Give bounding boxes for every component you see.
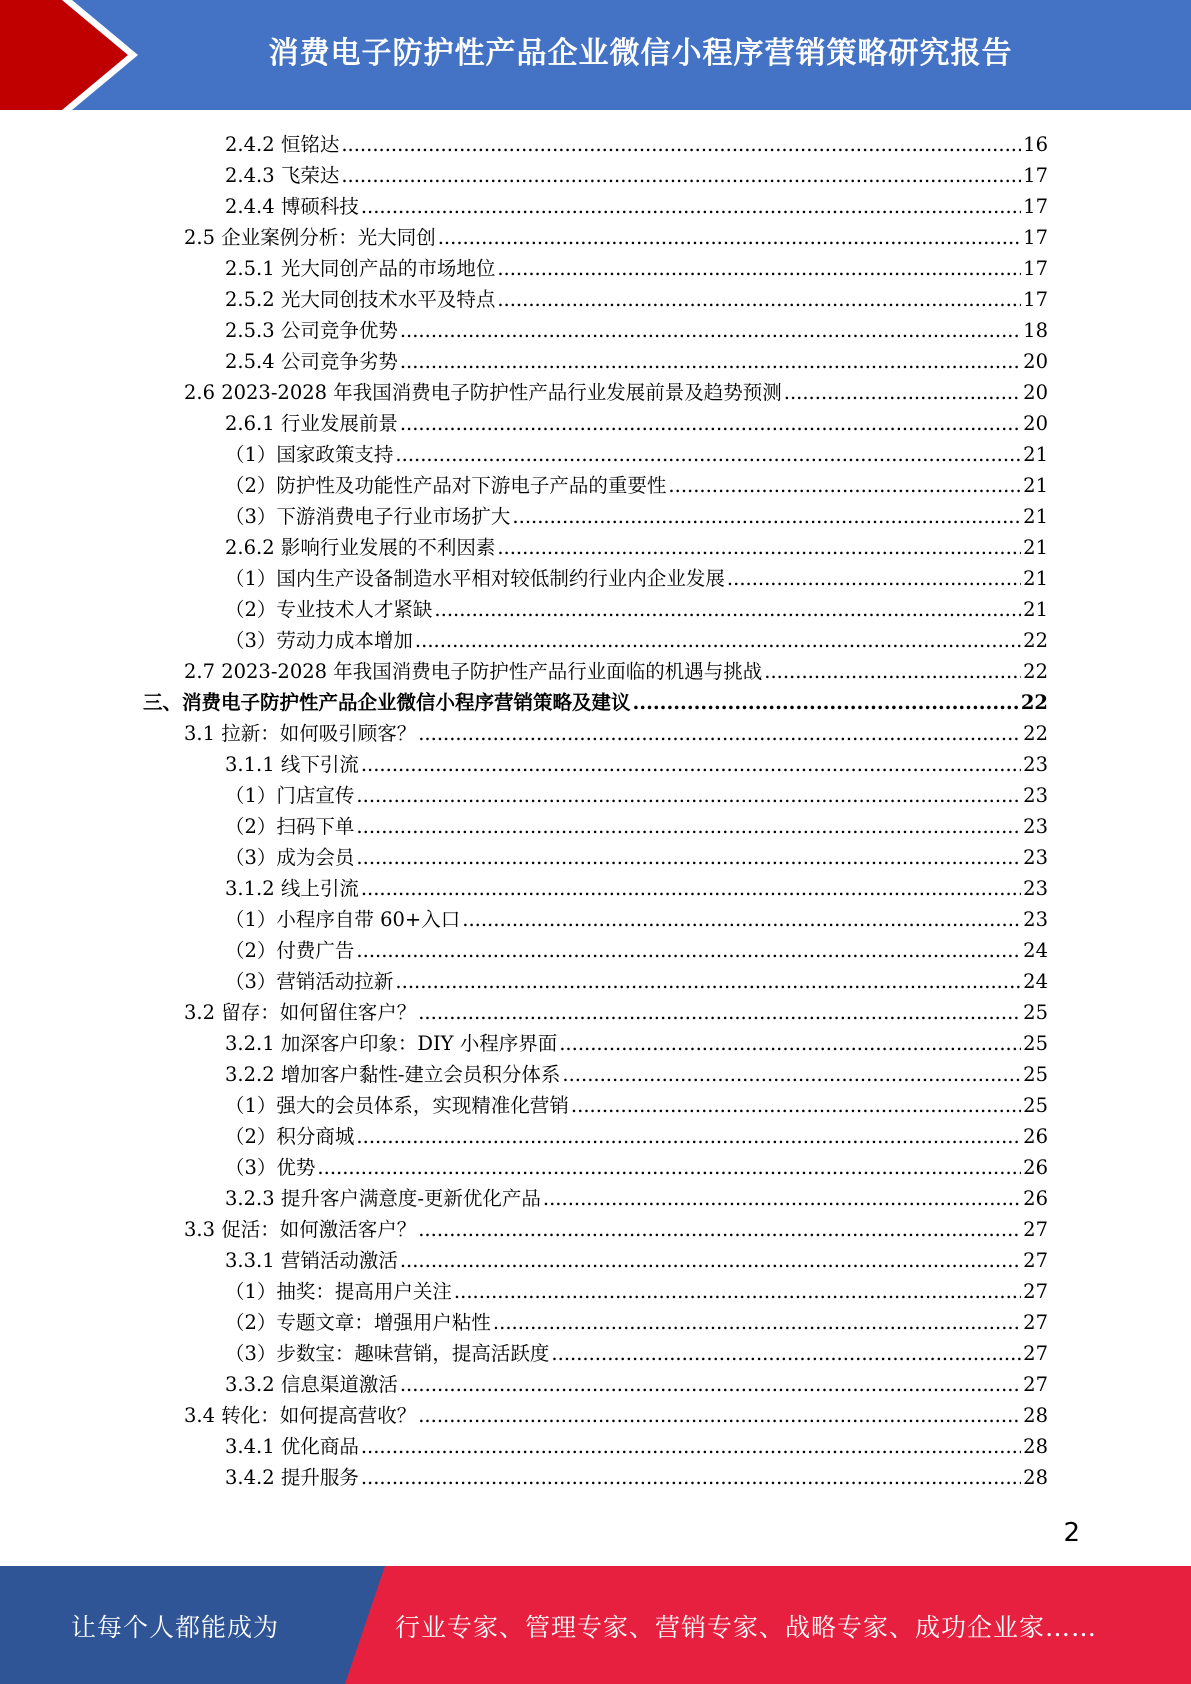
toc-entry-label: （1）国家政策支持 bbox=[225, 443, 394, 466]
toc-entry-page: 17 bbox=[1023, 195, 1048, 218]
toc-entry-page: 22 bbox=[1023, 660, 1048, 683]
toc-entry-label: （1）国内生产设备制造水平相对较低制约行业内企业发展 bbox=[225, 567, 725, 590]
toc-entry[interactable] bbox=[225, 933, 1048, 964]
toc-entry[interactable] bbox=[225, 592, 1048, 623]
toc-entry-label: 2.4.3 飞荣达 bbox=[225, 164, 340, 187]
page-header bbox=[0, 0, 1191, 110]
toc-entry-page: 17 bbox=[1023, 164, 1048, 187]
toc-leader bbox=[356, 938, 1021, 964]
toc-leader bbox=[434, 597, 1021, 623]
toc-entry-label: 2.6.2 影响行业发展的不利因素 bbox=[225, 536, 496, 559]
toc-entry-label: 3.2.1 加深客户印象：DIY 小程序界面 bbox=[225, 1032, 558, 1055]
toc-entry-label: 2.5.4 公司竞争劣势 bbox=[225, 350, 398, 373]
toc-entry-label: （3）下游消费电子行业市场扩大 bbox=[225, 505, 511, 528]
toc-leader bbox=[400, 1248, 1021, 1274]
toc-leader bbox=[361, 1434, 1021, 1460]
toc-entry-label: 2.5.3 公司竞争优势 bbox=[225, 319, 398, 342]
toc-leader bbox=[361, 1465, 1021, 1491]
toc-leader bbox=[418, 1403, 1021, 1429]
toc-leader bbox=[438, 225, 1021, 251]
toc-entry-page: 21 bbox=[1023, 598, 1048, 621]
toc-leader bbox=[454, 1279, 1021, 1305]
toc-entry[interactable] bbox=[225, 313, 1048, 344]
toc-leader bbox=[395, 969, 1021, 995]
toc-entry[interactable] bbox=[225, 127, 1048, 158]
toc-entry-label: （3）步数宝：趣味营销，提高活跃度 bbox=[225, 1342, 550, 1365]
toc-entry-page: 24 bbox=[1023, 939, 1048, 962]
toc-leader bbox=[418, 1217, 1021, 1243]
toc-entry-label: 2.4.4 博硕科技 bbox=[225, 195, 359, 218]
toc-entry[interactable] bbox=[184, 220, 1048, 251]
toc-entry[interactable] bbox=[225, 902, 1048, 933]
toc-leader bbox=[497, 256, 1021, 282]
toc-entry-label: 3.2.2 增加客户黏性-建立会员积分体系 bbox=[225, 1063, 561, 1086]
toc-entry[interactable] bbox=[225, 1088, 1048, 1119]
toc-entry-label: （2）防护性及功能性产品对下游电子产品的重要性 bbox=[225, 474, 667, 497]
toc-entry-page: 25 bbox=[1023, 1001, 1048, 1024]
toc-entry-label: （1）小程序自带 60+入口 bbox=[225, 908, 461, 931]
toc-entry[interactable] bbox=[225, 561, 1048, 592]
toc-entry[interactable] bbox=[225, 189, 1048, 220]
toc-entry-page: 27 bbox=[1023, 1373, 1048, 1396]
toc-entry-label: （1）强大的会员体系，实现精准化营销 bbox=[225, 1094, 569, 1117]
toc-entry[interactable] bbox=[225, 468, 1048, 499]
toc-entry-label: 2.6 2023-2028 年我国消费电子防护性产品行业发展前景及趋势预测 bbox=[184, 381, 782, 404]
toc-entry-page: 25 bbox=[1023, 1063, 1048, 1086]
toc-leader bbox=[462, 907, 1021, 933]
page-footer bbox=[0, 1566, 1191, 1684]
toc-entry-label: （3）成为会员 bbox=[225, 846, 355, 869]
toc-entry[interactable] bbox=[225, 406, 1048, 437]
toc-leader bbox=[727, 566, 1021, 592]
toc-entry-page: 23 bbox=[1023, 753, 1048, 776]
toc-leader bbox=[361, 876, 1021, 902]
toc-entry[interactable] bbox=[225, 530, 1048, 561]
toc-entry[interactable] bbox=[225, 840, 1048, 871]
toc-entry[interactable] bbox=[225, 1336, 1048, 1367]
toc-leader bbox=[562, 1062, 1021, 1088]
toc-entry-label: 2.6.1 行业发展前景 bbox=[225, 412, 398, 435]
toc-leader bbox=[415, 628, 1021, 654]
toc-entry-label: （3）营销活动拉新 bbox=[225, 970, 394, 993]
toc-entry-page: 27 bbox=[1023, 1342, 1048, 1365]
header-chevron-decoration bbox=[0, 0, 150, 110]
toc-entry-page: 27 bbox=[1023, 1280, 1048, 1303]
toc-entry-page: 22 bbox=[1023, 629, 1048, 652]
toc-leader bbox=[400, 349, 1021, 375]
toc-leader bbox=[400, 411, 1021, 437]
toc-leader bbox=[356, 1124, 1021, 1150]
toc-leader bbox=[418, 721, 1021, 747]
toc-entry-label: 3.1.2 线上引流 bbox=[225, 877, 359, 900]
toc-entry-page: 20 bbox=[1023, 412, 1048, 435]
toc-entry-label: 3.4.2 提升服务 bbox=[225, 1466, 359, 1489]
toc-entry[interactable] bbox=[225, 1305, 1048, 1336]
toc-entry-label: 2.5.1 光大同创产品的市场地位 bbox=[225, 257, 496, 280]
toc-entry-page: 20 bbox=[1023, 350, 1048, 373]
toc-leader bbox=[361, 752, 1021, 778]
toc-leader bbox=[356, 845, 1021, 871]
toc-entry-label: 3.1.1 线下引流 bbox=[225, 753, 359, 776]
toc-entry[interactable] bbox=[225, 1367, 1048, 1398]
toc-entry-label: （1）门店宣传 bbox=[225, 784, 355, 807]
toc-entry-page: 28 bbox=[1023, 1435, 1048, 1458]
toc-entry-page: 25 bbox=[1023, 1094, 1048, 1117]
toc-entry[interactable] bbox=[184, 1398, 1048, 1429]
toc-entry-label: 3.2.3 提升客户满意度-更新优化产品 bbox=[225, 1187, 541, 1210]
toc-leader bbox=[571, 1093, 1021, 1119]
toc-leader bbox=[764, 659, 1021, 685]
toc-entry-label: 2.7 2023-2028 年我国消费电子防护性产品行业面临的机遇与挑战 bbox=[184, 660, 763, 683]
toc-entry-page: 28 bbox=[1023, 1466, 1048, 1489]
toc-leader bbox=[341, 163, 1021, 189]
toc-entry-page: 27 bbox=[1023, 1311, 1048, 1334]
toc-entry-page: 21 bbox=[1023, 474, 1048, 497]
toc-entry[interactable] bbox=[225, 1274, 1048, 1305]
toc-entry-label: （3）劳动力成本增加 bbox=[225, 629, 413, 652]
toc-leader bbox=[551, 1341, 1021, 1367]
toc-entry[interactable] bbox=[225, 809, 1048, 840]
toc-entry[interactable] bbox=[184, 654, 1048, 685]
toc-chapter-entry[interactable] bbox=[143, 685, 1048, 716]
toc-entry[interactable] bbox=[225, 1150, 1048, 1181]
toc-leader bbox=[493, 1310, 1021, 1336]
toc-entry-page: 23 bbox=[1023, 815, 1048, 838]
toc-entry-label: （2）积分商城 bbox=[225, 1125, 355, 1148]
toc-entry-label: （2）付费广告 bbox=[225, 939, 355, 962]
toc-entry[interactable] bbox=[184, 995, 1048, 1026]
toc-entry[interactable] bbox=[225, 1057, 1048, 1088]
toc-entry[interactable] bbox=[225, 437, 1048, 468]
toc-entry-label: （1）抽奖：提高用户关注 bbox=[225, 1280, 452, 1303]
toc-entry[interactable] bbox=[225, 158, 1048, 189]
toc-entry-label: 2.4.2 恒铭达 bbox=[225, 133, 340, 156]
toc-entry[interactable] bbox=[184, 716, 1048, 747]
toc-leader bbox=[400, 318, 1021, 344]
toc-leader bbox=[418, 1000, 1021, 1026]
toc-entry[interactable] bbox=[225, 623, 1048, 654]
toc-entry-page: 17 bbox=[1023, 257, 1048, 280]
toc-entry-label: 3.1 拉新：如何吸引顾客？ bbox=[184, 722, 417, 745]
toc-entry-page: 18 bbox=[1023, 319, 1048, 342]
toc-entry-label: （3）优势 bbox=[225, 1156, 316, 1179]
toc-entry-page: 22 bbox=[1020, 691, 1048, 714]
toc-entry-label: 2.5 企业案例分析：光大同创 bbox=[184, 226, 436, 249]
toc-entry-page: 27 bbox=[1023, 1218, 1048, 1241]
page-number: 2 bbox=[1063, 1518, 1080, 1548]
toc-leader bbox=[497, 535, 1021, 561]
toc-entry[interactable] bbox=[225, 778, 1048, 809]
toc-leader bbox=[341, 132, 1021, 158]
toc-leader bbox=[668, 473, 1021, 499]
toc-entry-page: 23 bbox=[1023, 908, 1048, 931]
toc-entry-page: 26 bbox=[1023, 1156, 1048, 1179]
toc-entry-label: 3.2 留存：如何留住客户？ bbox=[184, 1001, 417, 1024]
toc-entry-page: 16 bbox=[1023, 133, 1048, 156]
toc-entry-page: 21 bbox=[1023, 505, 1048, 528]
toc-leader bbox=[559, 1031, 1021, 1057]
toc-entry-page: 21 bbox=[1023, 536, 1048, 559]
toc-entry[interactable] bbox=[184, 1212, 1048, 1243]
toc-entry-page: 17 bbox=[1023, 288, 1048, 311]
footer-slogan-right: 行业专家、管理专家、营销专家、战略专家、成功企业家…… bbox=[395, 1613, 1098, 1642]
toc-entry-page: 23 bbox=[1023, 784, 1048, 807]
toc-leader bbox=[512, 504, 1021, 530]
toc-entry[interactable] bbox=[184, 375, 1048, 406]
toc-entry-page: 23 bbox=[1023, 846, 1048, 869]
toc-entry-page: 25 bbox=[1023, 1032, 1048, 1055]
toc-entry[interactable] bbox=[225, 1026, 1048, 1057]
toc-entry-page: 28 bbox=[1023, 1404, 1048, 1427]
toc-entry-page: 21 bbox=[1023, 443, 1048, 466]
toc-leader bbox=[400, 1372, 1021, 1398]
toc-entry-label: 3.4 转化：如何提高营收？ bbox=[184, 1404, 417, 1427]
toc-leader bbox=[784, 380, 1021, 406]
toc-entry-label: 三、消费电子防护性产品企业微信小程序营销策略及建议 bbox=[143, 691, 631, 714]
toc-entry-label: 3.3.1 营销活动激活 bbox=[225, 1249, 398, 1272]
toc-entry[interactable] bbox=[225, 1181, 1048, 1212]
toc-entry-label: （2）扫码下单 bbox=[225, 815, 355, 838]
toc-entry-label: （2）专题文章：增强用户粘性 bbox=[225, 1311, 491, 1334]
toc-entry-page: 21 bbox=[1023, 567, 1048, 590]
report-title: 消费电子防护性产品企业微信小程序营销策略研究报告 bbox=[268, 36, 1013, 71]
toc-leader bbox=[395, 442, 1021, 468]
toc-entry[interactable] bbox=[225, 871, 1048, 902]
toc-entry[interactable] bbox=[225, 1243, 1048, 1274]
toc-entry-page: 23 bbox=[1023, 877, 1048, 900]
toc-entry-page: 22 bbox=[1023, 722, 1048, 745]
toc-entry-page: 26 bbox=[1023, 1187, 1048, 1210]
toc-entry[interactable] bbox=[225, 499, 1048, 530]
toc-entry[interactable] bbox=[225, 964, 1048, 995]
toc-entry-label: 2.5.2 光大同创技术水平及特点 bbox=[225, 288, 496, 311]
toc-leader bbox=[356, 814, 1021, 840]
toc-entry-page: 26 bbox=[1023, 1125, 1048, 1148]
toc-leader bbox=[633, 690, 1019, 716]
toc-entry-page: 27 bbox=[1023, 1249, 1048, 1272]
toc-entry-label: 3.3 促活：如何激活客户？ bbox=[184, 1218, 417, 1241]
toc-entry-label: 3.4.1 优化商品 bbox=[225, 1435, 359, 1458]
toc-leader bbox=[543, 1186, 1021, 1212]
toc-leader bbox=[361, 194, 1021, 220]
toc-entry[interactable] bbox=[225, 1429, 1048, 1460]
toc-entry[interactable] bbox=[225, 1460, 1048, 1491]
toc-leader bbox=[317, 1155, 1021, 1181]
toc-entry-label: 3.3.2 信息渠道激活 bbox=[225, 1373, 398, 1396]
toc-entry[interactable] bbox=[225, 282, 1048, 313]
toc-entry-page: 20 bbox=[1023, 381, 1048, 404]
toc-leader bbox=[497, 287, 1021, 313]
toc-entry[interactable] bbox=[225, 251, 1048, 282]
toc-entry[interactable] bbox=[225, 747, 1048, 778]
toc-entry-label: （2）专业技术人才紧缺 bbox=[225, 598, 433, 621]
toc-entry[interactable] bbox=[225, 344, 1048, 375]
toc-entry[interactable] bbox=[225, 1119, 1048, 1150]
toc-entry-page: 24 bbox=[1023, 970, 1048, 993]
toc-leader bbox=[356, 783, 1021, 809]
footer-slogan-left: 让每个人都能成为 bbox=[70, 1613, 279, 1642]
toc-entry-page: 17 bbox=[1023, 226, 1048, 249]
